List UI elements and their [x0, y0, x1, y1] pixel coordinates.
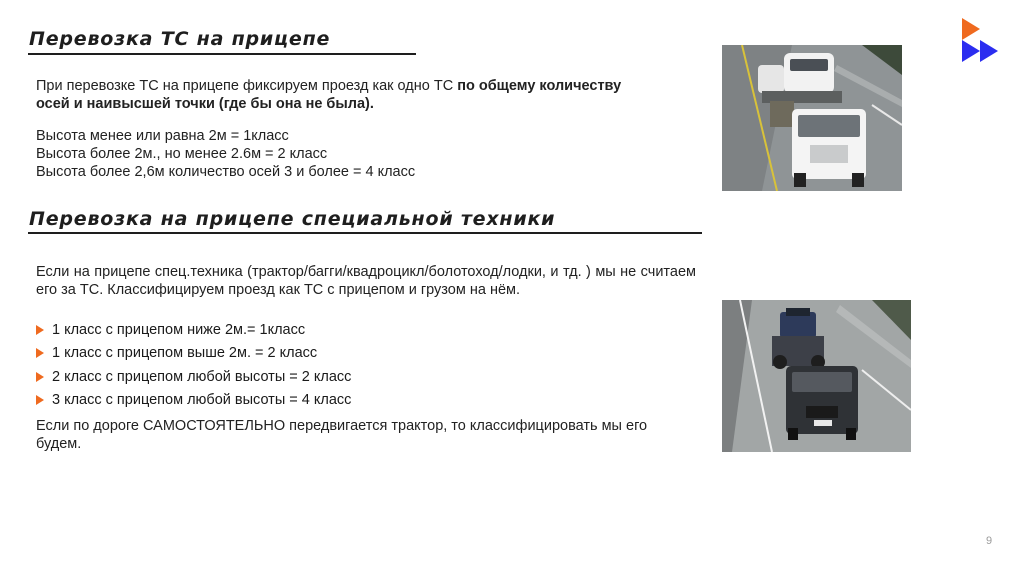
tractor-note: Если по дороге САМОСТОЯТЕЛЬНО передвигается трактор, то классифицировать мы его будем. [36, 418, 648, 452]
section-title-special-equipment: Перевозка на прицепе специальной техники [29, 208, 556, 230]
page-number: 9 [986, 535, 993, 547]
bullet-item [36, 318, 351, 342]
bullet-item [36, 389, 351, 413]
special-equipment-intro: Если на прицепе спец.техника (трактор/багги/квадроцикл/болотоход/лодки, и тд. ) мы не считаем его за ТС. Классифицируем проезд как ТС с прицепом и грузом на нём. [36, 264, 696, 298]
bullet-text: 1 класс с прицепом ниже 2м.= 1класс [52, 321, 306, 338]
brand-logo-icon [960, 18, 1000, 62]
height-class-item: Высота более 2м., но менее 2.6м = 2 класс [36, 146, 328, 162]
suv-tractor-trailer-photo [722, 300, 911, 452]
intro-normal-text: При перевозке ТС на прицепе фиксируем проезд как одно ТС [36, 78, 458, 94]
orange-triangle-bullet-icon [36, 348, 44, 358]
bullet-text: 2 класс с прицепом любой высоты = 2 класс [52, 368, 352, 385]
bullet-item [36, 342, 351, 366]
height-class-item: Высота менее или равна 2м = 1класс [36, 128, 289, 144]
bullet-text: 1 класс с прицепом выше 2м. = 2 класс [52, 345, 318, 362]
trailer-class-bullet-list [36, 318, 351, 412]
intro-bold-text: по общему количеству осей и наивысшей точки (где бы она не была). [36, 78, 622, 112]
bullet-item [36, 365, 351, 389]
trailer-transport-intro [36, 77, 626, 113]
car-transporter-photo [722, 45, 902, 191]
orange-triangle-bullet-icon [36, 395, 44, 405]
bullet-text: 3 класс с прицепом любой высоты = 4 класс [52, 392, 352, 409]
height-class-list [36, 127, 596, 181]
section-title-underline [28, 53, 416, 55]
section-title-trailer-transport: Перевозка ТС на прицепе [29, 28, 331, 50]
orange-triangle-bullet-icon [36, 325, 44, 335]
height-class-item: Высота более 2,6м количество осей 3 и более = 4 класс [36, 164, 416, 180]
section-title-underline [28, 232, 702, 234]
orange-triangle-bullet-icon [36, 372, 44, 382]
